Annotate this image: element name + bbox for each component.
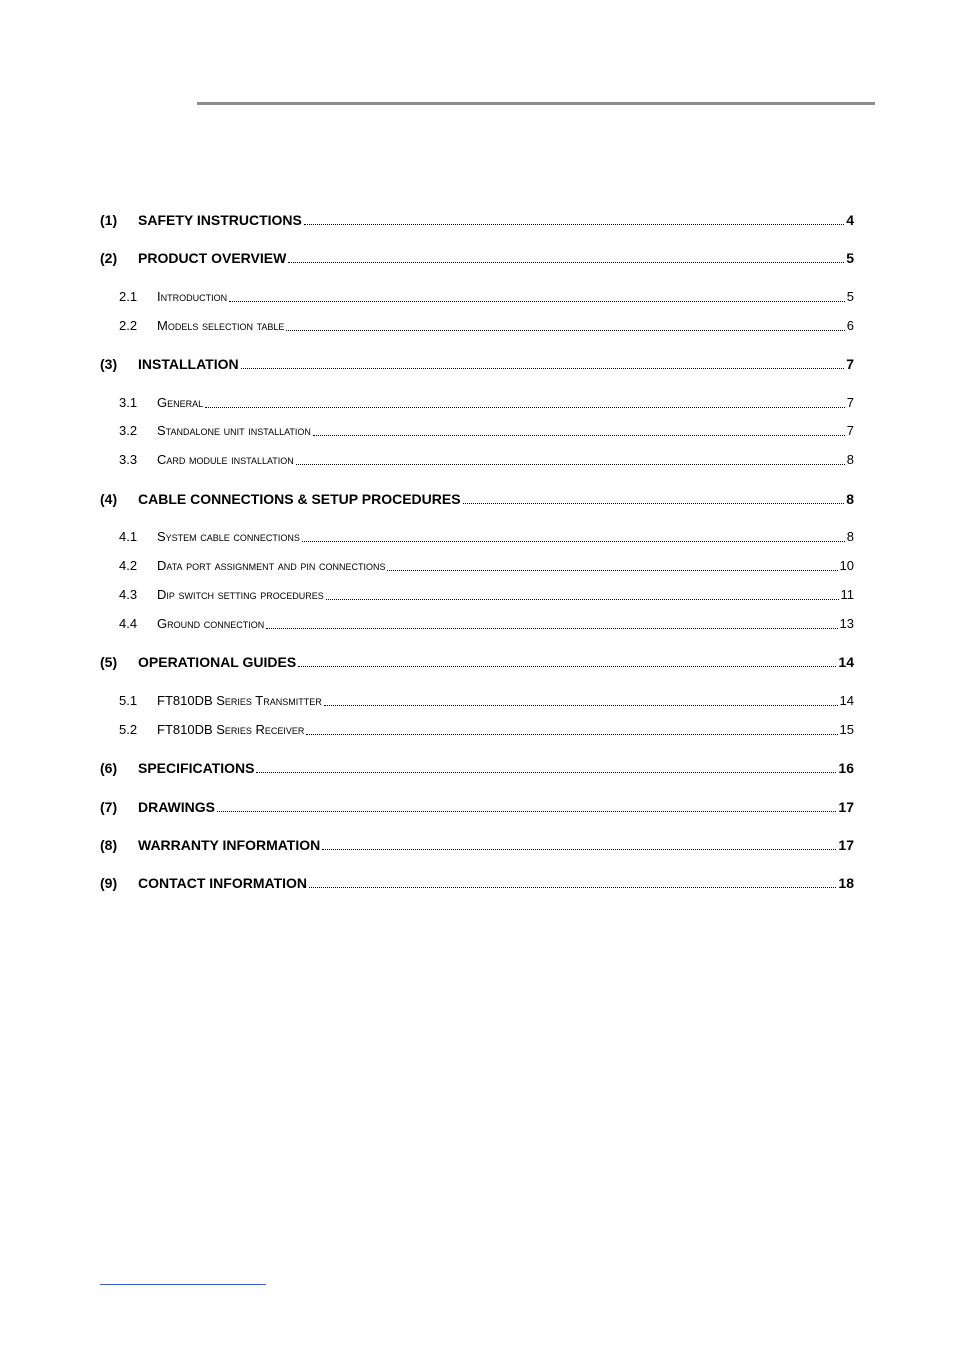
toc-title: Introduction <box>157 289 228 304</box>
toc-number: 5.2 <box>119 722 138 737</box>
toc-number: 4.4 <box>119 616 138 631</box>
toc-page-number: 5 <box>846 289 854 304</box>
toc-entry[interactable] <box>100 356 854 372</box>
toc-page-number: 7 <box>846 356 854 372</box>
dot-leader <box>205 407 845 408</box>
toc-number: (8) <box>100 837 118 853</box>
footer-link-underline[interactable] <box>100 1284 266 1285</box>
toc-title: Dip switch setting procedures <box>157 587 324 602</box>
toc-page-number: 18 <box>838 875 854 891</box>
toc-number: 3.2 <box>119 423 138 438</box>
toc-number: 3.1 <box>119 395 138 410</box>
toc-page-number: 11 <box>840 587 854 602</box>
toc-entry[interactable] <box>100 587 854 603</box>
toc-page-number: 13 <box>839 616 854 631</box>
toc-entry[interactable] <box>100 452 854 468</box>
toc-entry[interactable] <box>100 289 854 305</box>
toc-title: System cable connections <box>157 529 300 544</box>
toc-entry[interactable] <box>100 529 854 545</box>
toc-entry[interactable] <box>100 558 854 574</box>
toc-title: Standalone unit installation <box>157 423 311 438</box>
toc-page-number: 6 <box>846 318 854 333</box>
toc-title: OPERATIONAL GUIDES <box>138 654 297 670</box>
toc-title: SPECIFICATIONS <box>138 760 255 776</box>
toc-page-number: 17 <box>838 837 854 853</box>
toc-title: CONTACT INFORMATION <box>138 875 308 891</box>
toc-entry[interactable] <box>100 837 854 853</box>
toc-entry[interactable] <box>100 616 854 632</box>
toc-title: FT810DB Series Transmitter <box>157 693 322 708</box>
toc-page-number: 17 <box>838 799 854 815</box>
toc-title: FT810DB Series Receiver <box>157 722 305 737</box>
toc-entry[interactable] <box>100 395 854 411</box>
toc-entry[interactable] <box>100 250 854 266</box>
toc-entry[interactable] <box>100 491 854 507</box>
dot-leader <box>229 301 845 302</box>
dot-leader <box>304 224 844 225</box>
toc-number: (5) <box>100 654 118 670</box>
toc-number: (1) <box>100 212 118 228</box>
toc-title: PRODUCT OVERVIEW <box>138 250 287 266</box>
toc-page-number: 4 <box>846 212 854 228</box>
dot-leader <box>217 811 836 812</box>
dot-leader <box>326 599 839 600</box>
toc-number: (7) <box>100 799 118 815</box>
dot-leader <box>309 887 836 888</box>
toc-number: (3) <box>100 356 118 372</box>
toc-title: Data port assignment and pin connections <box>157 558 386 573</box>
toc-entry[interactable] <box>100 318 854 334</box>
dot-leader <box>241 368 845 369</box>
toc-entry[interactable] <box>100 875 854 891</box>
toc-page-number: 7 <box>846 395 854 410</box>
toc-page-number: 10 <box>839 558 854 573</box>
toc-entry[interactable] <box>100 423 854 439</box>
toc-number: 4.1 <box>119 529 138 544</box>
toc-number: (6) <box>100 760 118 776</box>
toc-page-number: 15 <box>839 722 854 737</box>
dot-leader <box>288 262 844 263</box>
toc-title: SAFETY INSTRUCTIONS <box>138 212 302 228</box>
toc-number: 3.3 <box>119 452 138 467</box>
toc-number: 4.2 <box>119 558 138 573</box>
toc-page-number: 14 <box>839 693 854 708</box>
dot-leader <box>298 666 836 667</box>
dot-leader <box>322 849 836 850</box>
toc-title: Models selection table <box>157 318 285 333</box>
header-rule <box>197 102 875 105</box>
toc-entry[interactable] <box>100 693 854 709</box>
toc-page-number: 8 <box>846 529 854 544</box>
dot-leader <box>266 628 837 629</box>
toc-title: General <box>157 395 204 410</box>
toc-number: 4.3 <box>119 587 138 602</box>
toc-page-number: 7 <box>846 423 854 438</box>
toc-title: CABLE CONNECTIONS & SETUP PROCEDURES <box>138 491 461 507</box>
toc-page-number: 5 <box>846 250 854 266</box>
toc-number: (9) <box>100 875 118 891</box>
toc-page-number: 16 <box>838 760 854 776</box>
dot-leader <box>313 435 845 436</box>
dot-leader <box>306 734 837 735</box>
dot-leader <box>256 772 836 773</box>
toc-title: INSTALLATION <box>138 356 239 372</box>
dot-leader <box>302 541 845 542</box>
dot-leader <box>286 330 844 331</box>
toc-number: 2.2 <box>119 318 138 333</box>
toc-page-number: 14 <box>838 654 854 670</box>
dot-leader <box>387 570 837 571</box>
toc-entry[interactable] <box>100 760 854 776</box>
dot-leader <box>296 464 845 465</box>
toc-entry[interactable] <box>100 799 854 815</box>
toc-number: 2.1 <box>119 289 138 304</box>
dot-leader <box>324 705 838 706</box>
toc-number: (2) <box>100 250 118 266</box>
toc-page-number: 8 <box>846 452 854 467</box>
toc-title: DRAWINGS <box>138 799 215 815</box>
dot-leader <box>463 503 845 504</box>
toc-entry[interactable] <box>100 654 854 670</box>
toc-entry[interactable] <box>100 212 854 228</box>
toc-number: (4) <box>100 491 118 507</box>
toc-title: WARRANTY INFORMATION <box>138 837 321 853</box>
toc-page-number: 8 <box>846 491 854 507</box>
toc-entry[interactable] <box>100 722 854 738</box>
toc-title: Card module installation <box>157 452 294 467</box>
toc-title: Ground connection <box>157 616 265 631</box>
toc-number: 5.1 <box>119 693 138 708</box>
